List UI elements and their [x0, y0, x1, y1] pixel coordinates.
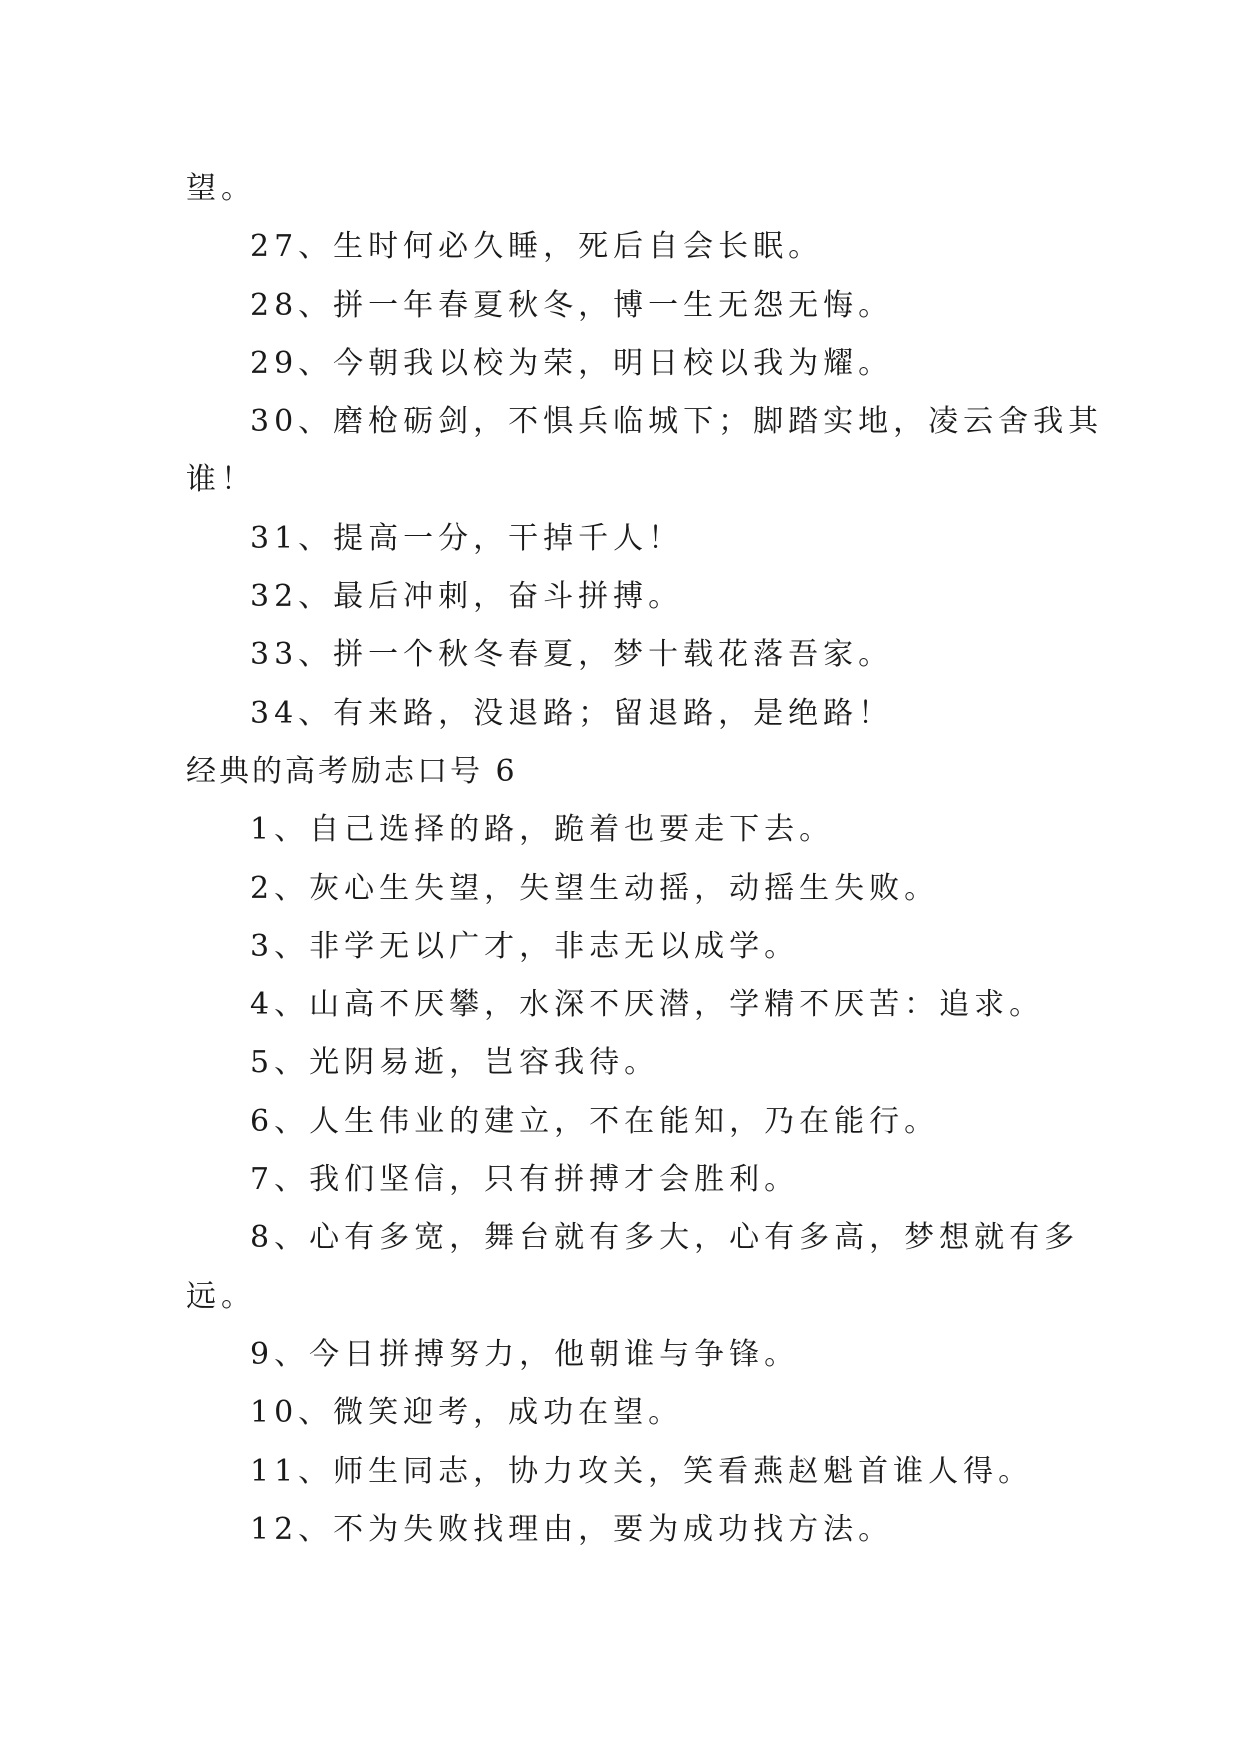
- slogan-item: 1、自己选择的路，跪着也要走下去。: [250, 812, 835, 848]
- slogan-item: 11、师生同志，协力攻关，笑看燕赵魁首谁人得。: [250, 1453, 1034, 1489]
- slogan-item: 12、不为失败找理由，要为成功找方法。: [250, 1511, 894, 1547]
- slogan-item: 10、微笑迎考，成功在望。: [250, 1395, 684, 1431]
- slogan-item: 7、我们坚信，只有拼搏才会胜利。: [250, 1162, 800, 1198]
- slogan-item: 4、山高不厌攀，水深不厌潜，学精不厌苦：追求。: [250, 987, 1045, 1023]
- slogan-item: 8、心有多宽，舞台就有多大，心有多高，梦想就有多: [250, 1220, 1080, 1256]
- slogan-item: 29、今朝我以校为荣，明日校以我为耀。: [250, 345, 894, 381]
- slogan-item: 3、非学无以广才，非志无以成学。: [250, 928, 800, 964]
- slogan-item: 30、磨枪砺剑，不惧兵临城下；脚踏实地，凌云舍我其: [250, 404, 1104, 440]
- text-line: 望。: [186, 171, 256, 206]
- slogan-item: 34、有来路，没退路；留退路，是绝路！: [250, 695, 894, 731]
- slogan-item: 32、最后冲刺，奋斗拼搏。: [250, 579, 684, 615]
- slogan-item: 27、生时何必久睡，死后自会长眠。: [250, 229, 824, 265]
- slogan-item: 5、光阴易逝，岂容我待。: [250, 1045, 660, 1081]
- section-heading: 经典的高考励志口号 6: [186, 753, 518, 789]
- slogan-item: 33、拼一个秋冬春夏，梦十载花落吾家。: [250, 637, 894, 673]
- slogan-item: 6、人生伟业的建立，不在能知，乃在能行。: [250, 1103, 940, 1139]
- text-line: 远。: [186, 1278, 256, 1314]
- slogan-item: 2、灰心生失望，失望生动摇，动摇生失败。: [250, 870, 940, 906]
- slogan-item: 9、今日拼搏努力，他朝谁与争锋。: [250, 1336, 800, 1372]
- text-line: 谁！: [186, 462, 256, 498]
- slogan-item: 28、拼一年春夏秋冬，博一生无怨无悔。: [250, 287, 894, 323]
- document-body: [186, 160, 1104, 1559]
- slogan-item: 31、提高一分，干掉千人！: [250, 520, 684, 556]
